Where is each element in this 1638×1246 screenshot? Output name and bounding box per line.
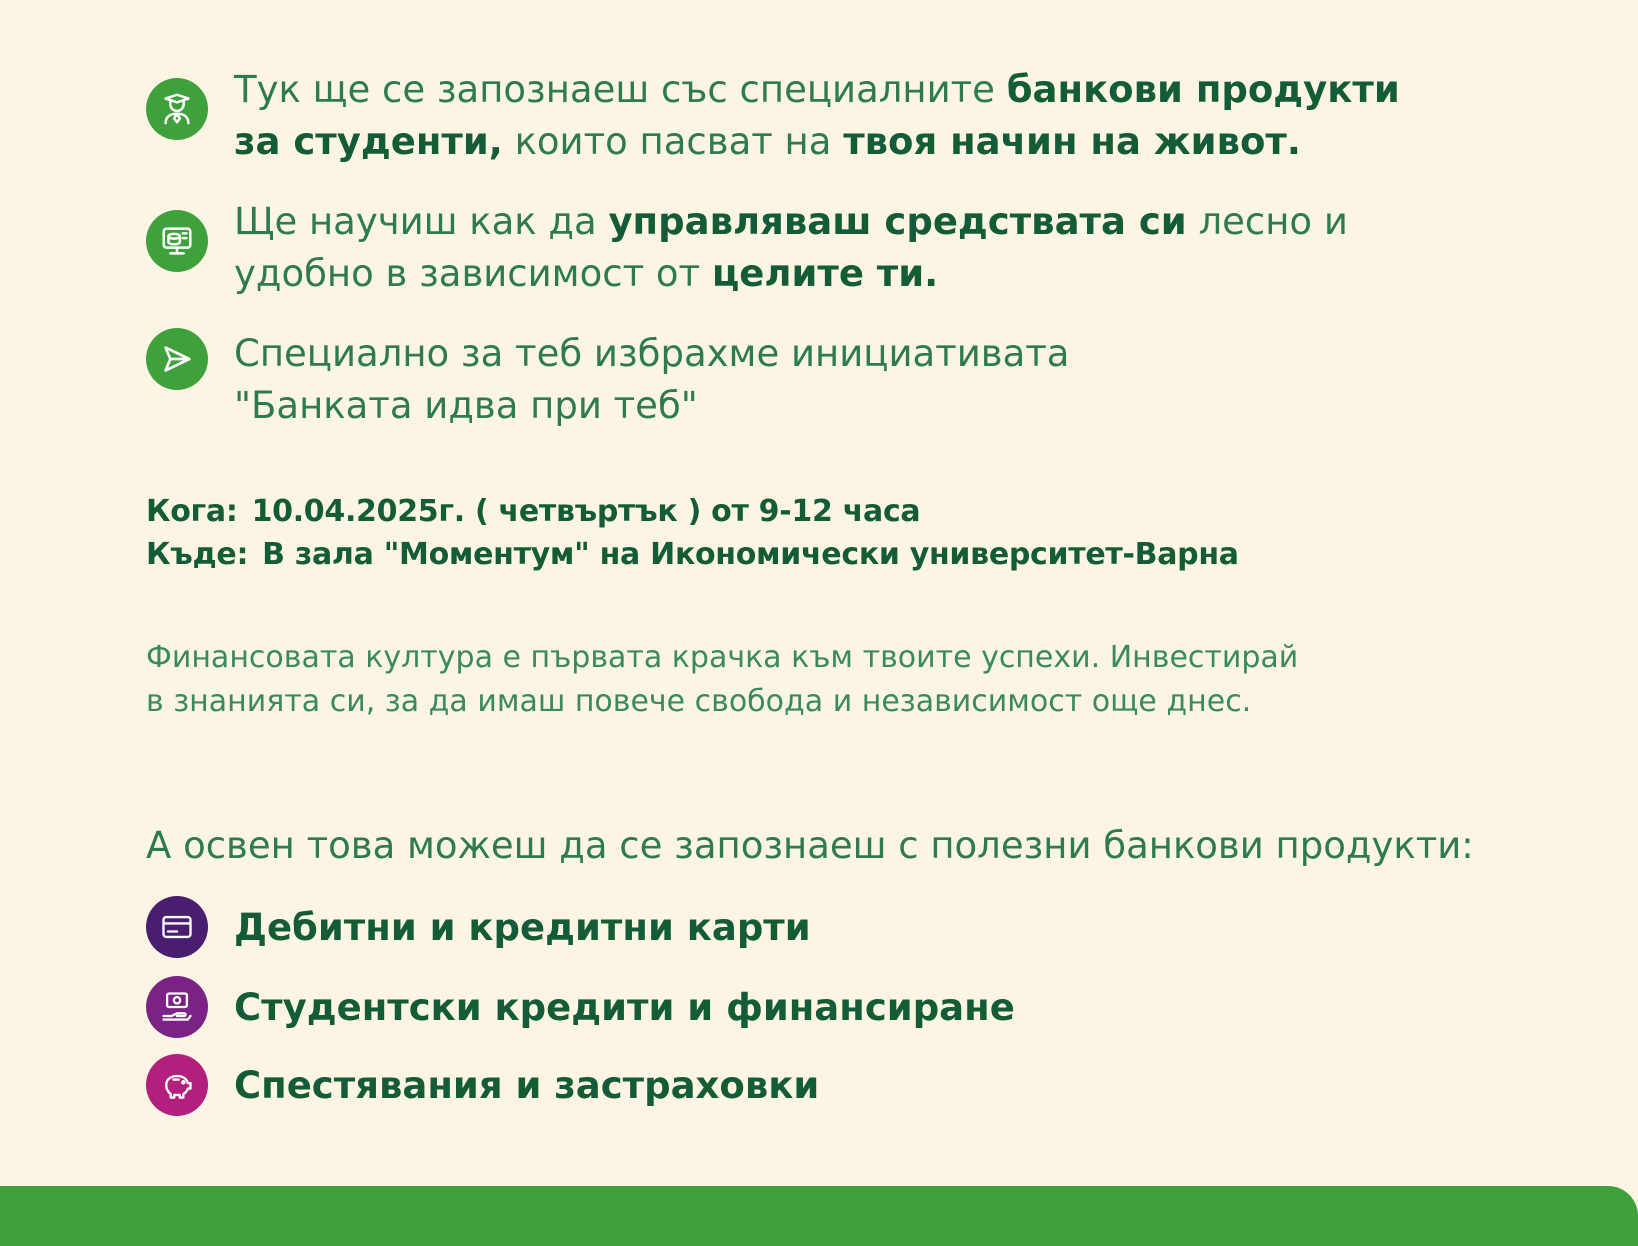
feature-line: [234, 248, 1348, 300]
feature-line: "Банката идва при теб": [234, 384, 698, 427]
where-label: Къде:: [146, 537, 249, 572]
card-icon: [146, 896, 208, 958]
event-when: [146, 494, 920, 529]
product-item-savings: [146, 1054, 819, 1116]
bold-text: целите ти.: [711, 252, 939, 295]
finance-management-icon: [146, 210, 208, 272]
products-heading: А освен това можеш да се запознаеш с полезни банкови продукти:: [146, 824, 1474, 867]
tagline: [146, 636, 1298, 724]
bottom-bar: [0, 1186, 1638, 1246]
when-value: 10.04.2025г. ( четвъртък ) от 9-12 часа: [251, 494, 921, 529]
bold-text: твоя начин на живот.: [843, 120, 1301, 163]
where-value: В зала "Моментум" на Икономически университет-Варна: [262, 537, 1239, 572]
plain-text: които пасват на: [502, 120, 844, 163]
piggy-bank-icon: [146, 1054, 208, 1116]
product-label: Студентски кредити и финансиране: [234, 985, 1015, 1029]
feature-line: [234, 196, 1348, 248]
plain-text: удобно в зависимост от: [234, 252, 712, 295]
plain-text: Ще научиш как да: [234, 200, 609, 243]
feature-text: [234, 196, 1348, 300]
feature-line: [234, 116, 1400, 168]
feature-bank-comes-to-you: [146, 328, 1069, 432]
plain-text: лесно и: [1186, 200, 1348, 243]
bold-text: банкови продукти: [1006, 68, 1400, 111]
bold-text: за студенти,: [234, 120, 503, 163]
product-item-loans: [146, 976, 1015, 1038]
feature-text: [234, 64, 1400, 168]
feature-line: Специално за теб избрахме инициативата: [234, 332, 1070, 375]
product-label: Дебитни и кредитни карти: [234, 905, 811, 949]
feature-line: [234, 64, 1400, 116]
event-where: [146, 537, 1239, 572]
product-label: Спестявания и застраховки: [234, 1063, 820, 1107]
student-loan-icon: [146, 976, 208, 1038]
when-label: Кога:: [146, 494, 238, 529]
feature-text: [234, 328, 1069, 432]
tagline-line: в знанията си, за да имаш повече свобода и независимост още днес.: [146, 684, 1252, 719]
feature-manage-funds: [146, 196, 1348, 300]
product-item-cards: [146, 896, 811, 958]
send-arrow-icon: [146, 328, 208, 390]
student-icon: [146, 78, 208, 140]
plain-text: Тук ще се запознаеш със специалните: [234, 68, 1007, 111]
tagline-line: Финансовата култура е първата крачка към твоите успехи. Инвестирай: [146, 640, 1299, 675]
bold-text: управляваш средствата си: [608, 200, 1187, 243]
feature-student-products: [146, 64, 1400, 168]
